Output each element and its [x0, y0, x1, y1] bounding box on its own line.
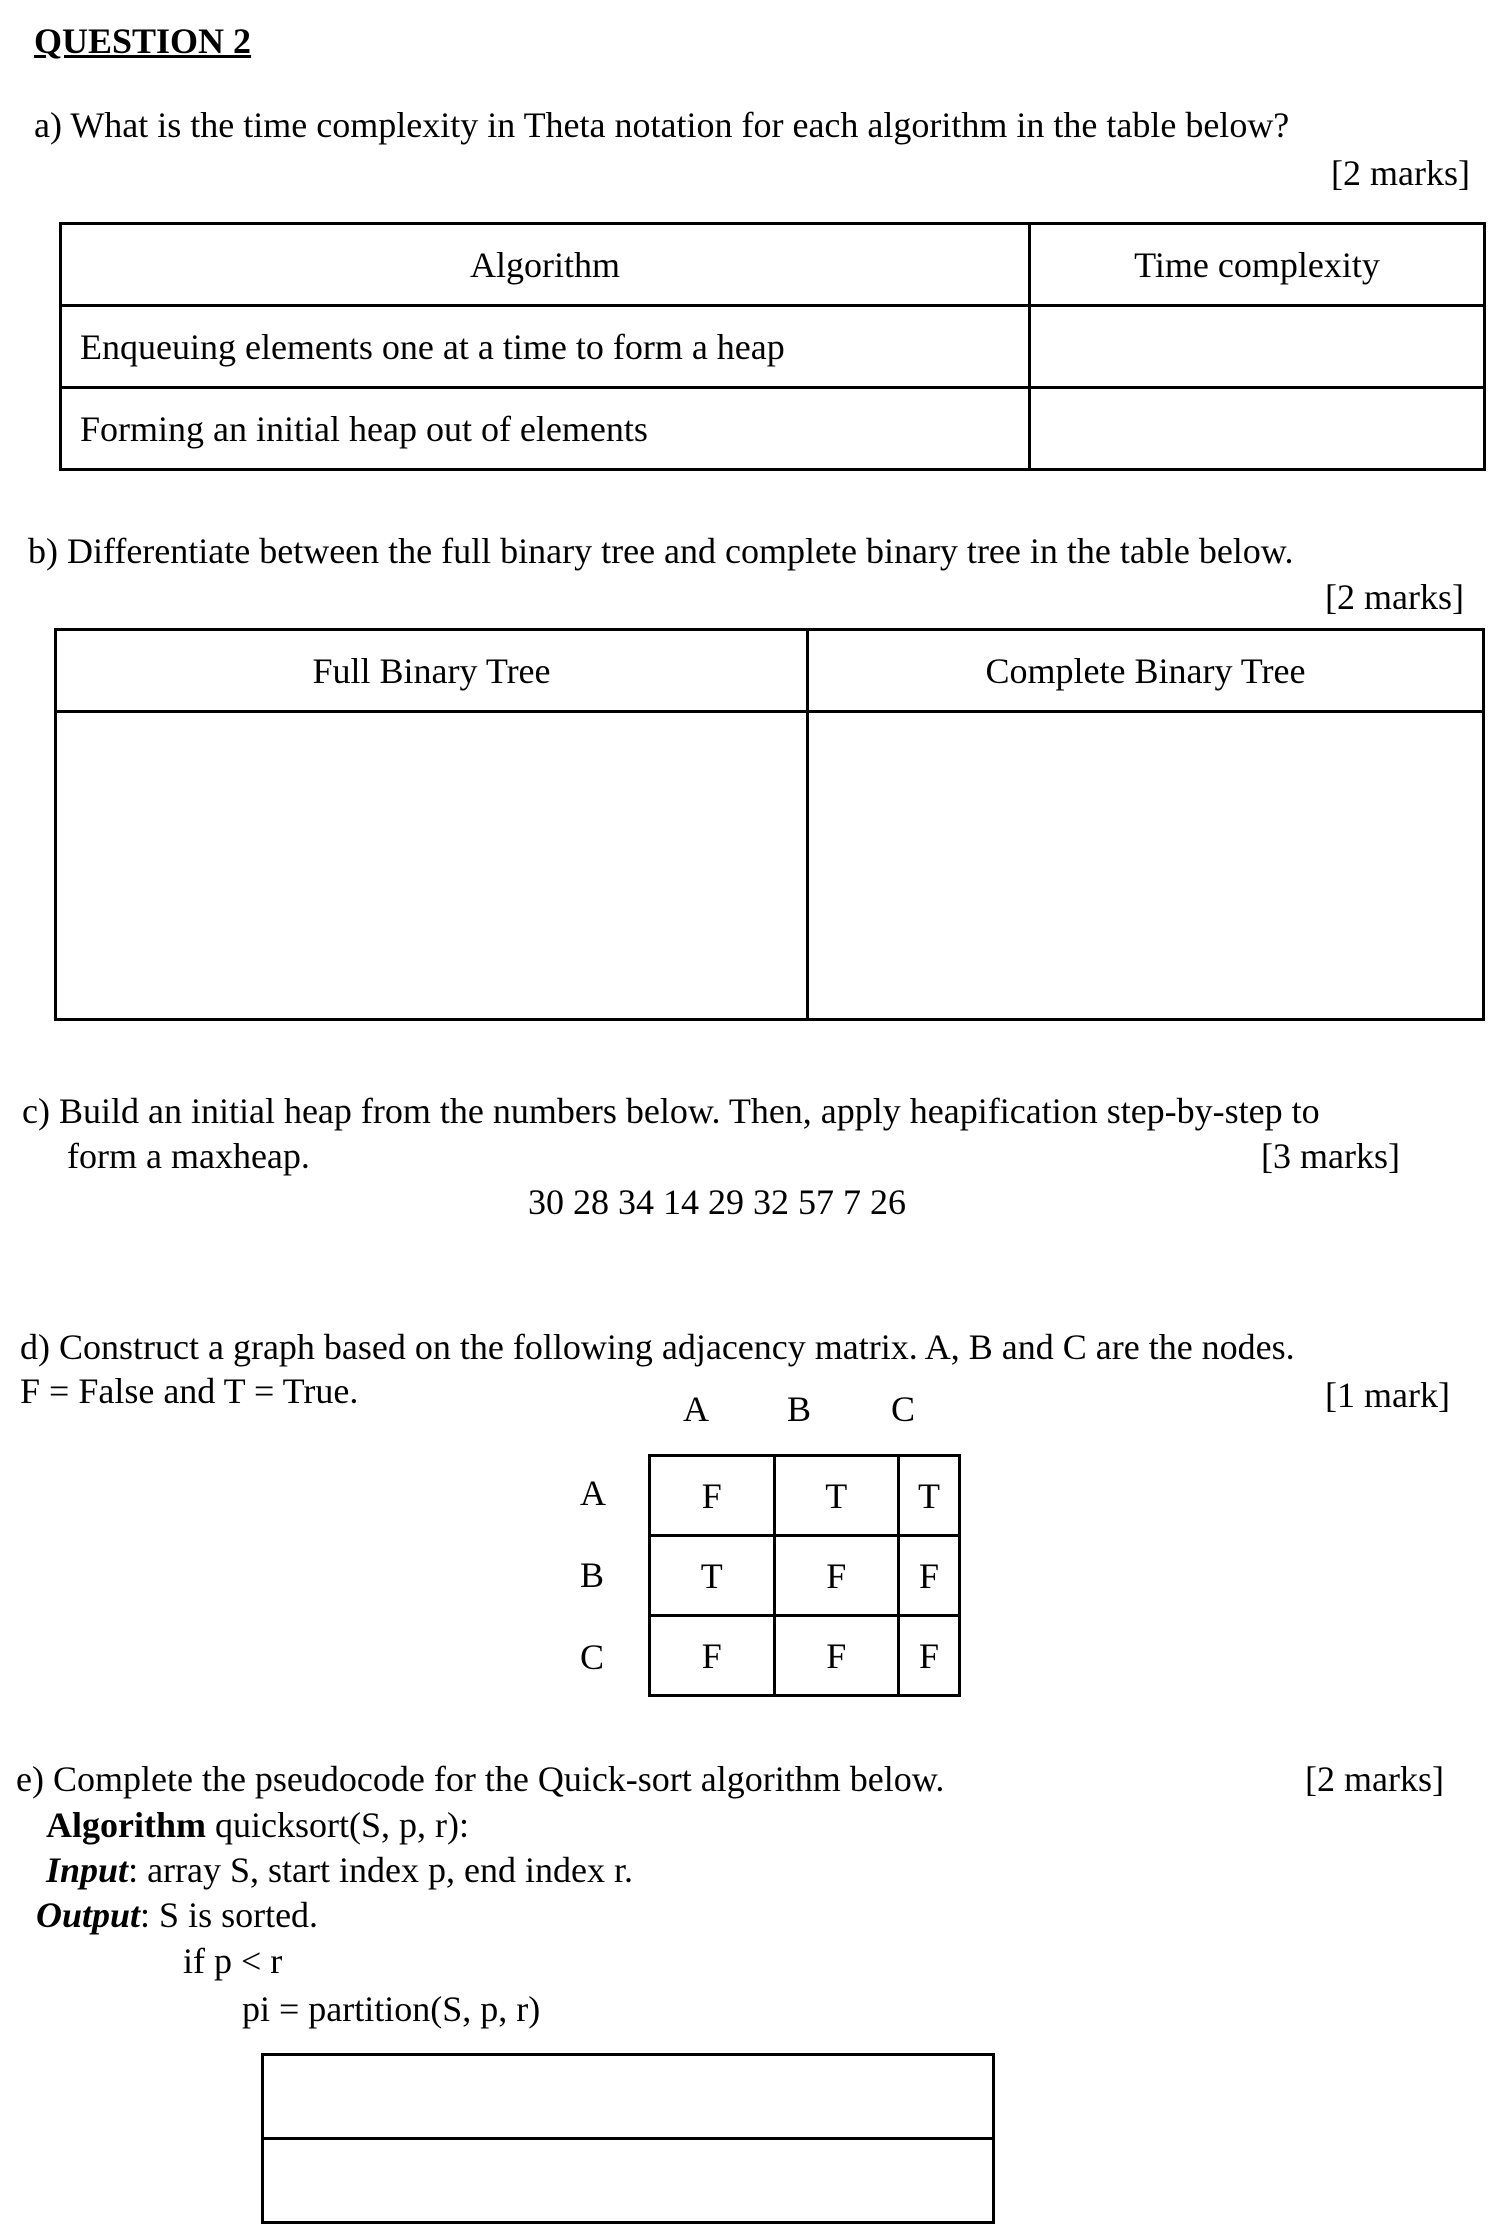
- part-b-table: [54, 628, 1485, 1021]
- answer-row: [263, 2055, 994, 2139]
- table-row: [56, 712, 1484, 1020]
- part-e-marks: [2 marks]: [1305, 1759, 1444, 1799]
- matrix-row-label: A: [580, 1473, 606, 1513]
- heap-numbers: 30 28 34 14 29 32 57 7 26: [528, 1182, 906, 1222]
- answer-cell[interactable]: [263, 2055, 994, 2139]
- matrix-cell: F: [899, 1536, 960, 1616]
- part-d-marks: [1 mark]: [1325, 1375, 1450, 1415]
- part-d-prompt-line1: d) Construct a graph based on the following adjacency matrix. A, B and C are the nodes.: [20, 1327, 1295, 1367]
- adjacency-matrix: [648, 1454, 961, 1697]
- answer-cell[interactable]: [263, 2139, 994, 2223]
- pseudocode-partition-line: pi = partition(S, p, r): [242, 1989, 541, 2029]
- algorithm-cell: Forming an initial heap out of elements: [61, 388, 1030, 470]
- algorithm-signature-line: [46, 1806, 469, 1846]
- pseudocode-answer-box: [261, 2053, 995, 2224]
- output-text: : S is sorted.: [140, 1895, 319, 1935]
- algorithm-cell: Enqueuing elements one at a time to form a heap: [61, 306, 1030, 388]
- input-line: [46, 1851, 633, 1891]
- part-a-table: [59, 222, 1486, 471]
- answer-cell-full[interactable]: [56, 712, 808, 1020]
- pseudocode-if-line: if p < r: [183, 1941, 283, 1981]
- input-label: Input: [46, 1850, 129, 1890]
- part-a-prompt: a) What is the time complexity in Theta notation for each algorithm in the table below?: [34, 105, 1290, 145]
- matrix-col-label: C: [891, 1389, 916, 1429]
- table-row: [61, 388, 1485, 470]
- matrix-cell: T: [899, 1456, 960, 1536]
- algorithm-signature: quicksort(S, p, r):: [205, 1805, 469, 1845]
- matrix-cell: F: [650, 1616, 775, 1696]
- answer-cell-complete[interactable]: [808, 712, 1484, 1020]
- part-c-prompt-line2: form a maxheap.: [67, 1136, 310, 1176]
- matrix-cell: F: [774, 1536, 899, 1616]
- answer-cell[interactable]: [1030, 306, 1485, 388]
- part-c-marks: [3 marks]: [1261, 1136, 1400, 1176]
- table-header-row: [56, 630, 1484, 712]
- part-b-prompt: b) Differentiate between the full binary tree and complete binary tree in the table below.: [28, 531, 1294, 571]
- answer-cell[interactable]: [1030, 388, 1485, 470]
- matrix-cell: F: [774, 1616, 899, 1696]
- matrix-row: [650, 1536, 960, 1616]
- matrix-row-label: C: [580, 1637, 605, 1677]
- matrix-row-label: B: [580, 1555, 605, 1595]
- part-a-marks: [2 marks]: [1331, 153, 1470, 193]
- question-title: QUESTION 2: [34, 21, 252, 61]
- matrix-row: [650, 1456, 960, 1536]
- part-e-prompt: e) Complete the pseudocode for the Quick-sort algorithm below.: [16, 1759, 945, 1799]
- matrix-cell: F: [899, 1616, 960, 1696]
- part-d-prompt-line2: F = False and T = True.: [20, 1371, 359, 1411]
- part-b-marks: [2 marks]: [1325, 577, 1464, 617]
- answer-row: [263, 2139, 994, 2223]
- output-line: [36, 1896, 318, 1936]
- header-complete-binary-tree: Complete Binary Tree: [808, 630, 1484, 712]
- table-header-row: [61, 224, 1485, 306]
- input-text: : array S, start index p, end index r.: [128, 1850, 633, 1890]
- matrix-row: [650, 1616, 960, 1696]
- header-time-complexity: Time complexity: [1030, 224, 1485, 306]
- output-label: Output: [36, 1895, 141, 1935]
- header-algorithm: Algorithm: [61, 224, 1030, 306]
- table-row: [61, 306, 1485, 388]
- part-c-prompt-line1: c) Build an initial heap from the numbers below. Then, apply heapification step-by-step to: [22, 1091, 1320, 1131]
- matrix-cell: T: [650, 1536, 775, 1616]
- matrix-cell: F: [650, 1456, 775, 1536]
- matrix-col-label: A: [683, 1389, 709, 1429]
- header-full-binary-tree: Full Binary Tree: [56, 630, 808, 712]
- algorithm-keyword: Algorithm: [46, 1805, 206, 1845]
- matrix-col-label: B: [787, 1389, 812, 1429]
- matrix-cell: T: [774, 1456, 899, 1536]
